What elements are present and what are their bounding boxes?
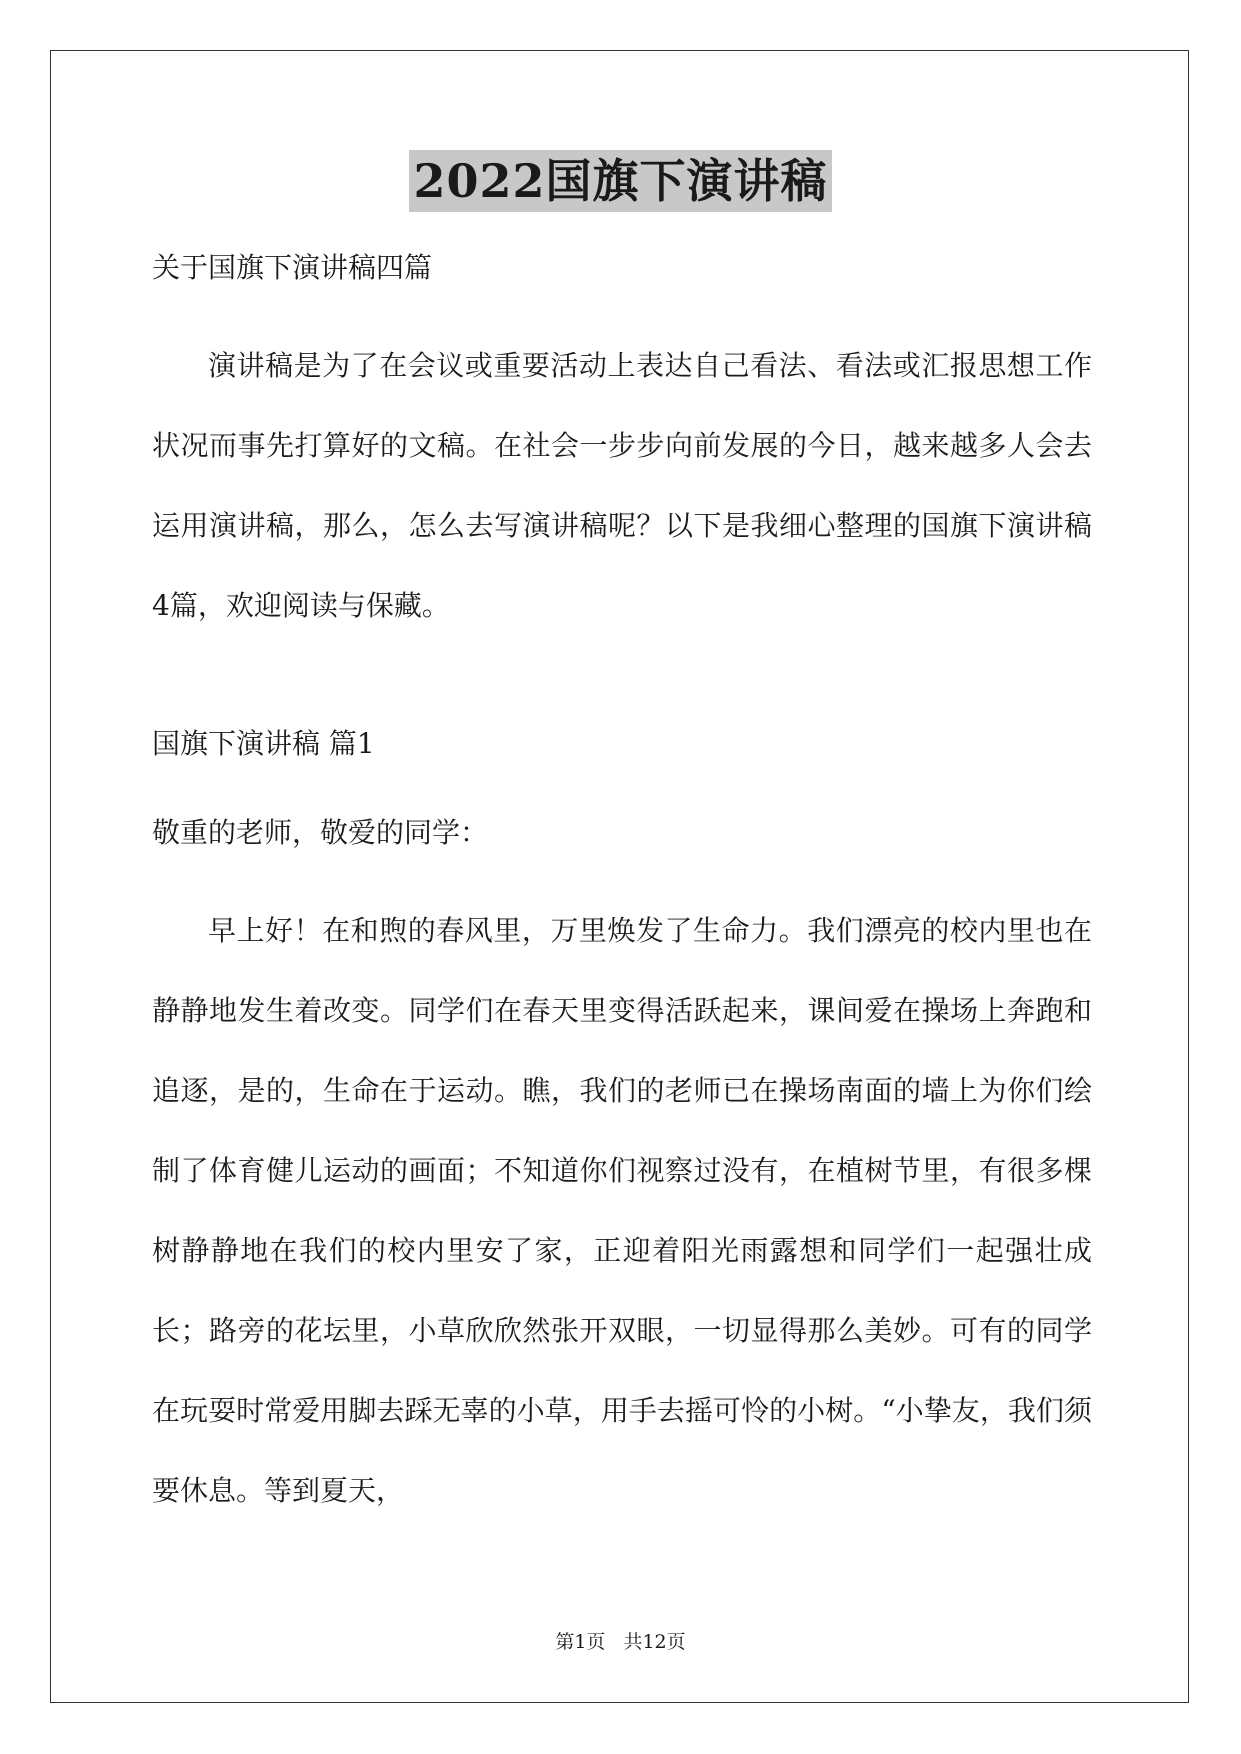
title-container xyxy=(0,150,1241,212)
document-title: 2022国旗下演讲稿 xyxy=(409,150,831,212)
page-number: 第1页 xyxy=(555,1631,606,1653)
subtitle: 关于国旗下演讲稿四篇 xyxy=(152,251,433,284)
intro-paragraph: 演讲稿是为了在会议或重要活动上表达自己看法、看法或汇报思想工作状况而事先打算好的文稿。在社会一步步向前发展的今日，越来越多人会去运用演讲稿，那么，怎么去写演讲稿呢？以下是我细心整理的国旗下演讲稿4篇，欢迎阅读与保藏。 xyxy=(152,349,1092,622)
document-body xyxy=(152,245,1092,1531)
body-paragraph: 早上好！在和煦的春风里，万里焕发了生命力。我们漂亮的校内里也在静静地发生着改变。同学们在春天里变得活跃起来，课间爱在操场上奔跑和追逐，是的，生命在于运动。瞧，我们的老师已在操场南面的墙上为你们绘制了体育健儿运动的画面；不知道你们视察过没有，在植树节里，有很多棵树静静地在我们的校内里安了家，正迎着阳光雨露想和同学们一起强壮成长；路旁的花坛里，小草欣欣然张开双眼，一切显得那么美妙。可有的同学在玩耍时常爱用脚去踩无辜的小草，用手去摇可怜的小树。“小挚友，我们须要休息。等到夏天， xyxy=(152,914,1092,1507)
page-total: 共12页 xyxy=(623,1631,686,1653)
section-heading: 国旗下演讲稿 篇1 xyxy=(152,727,375,760)
page-footer xyxy=(0,1628,1241,1656)
greeting-line: 敬重的老师，敬爱的同学： xyxy=(152,816,489,849)
